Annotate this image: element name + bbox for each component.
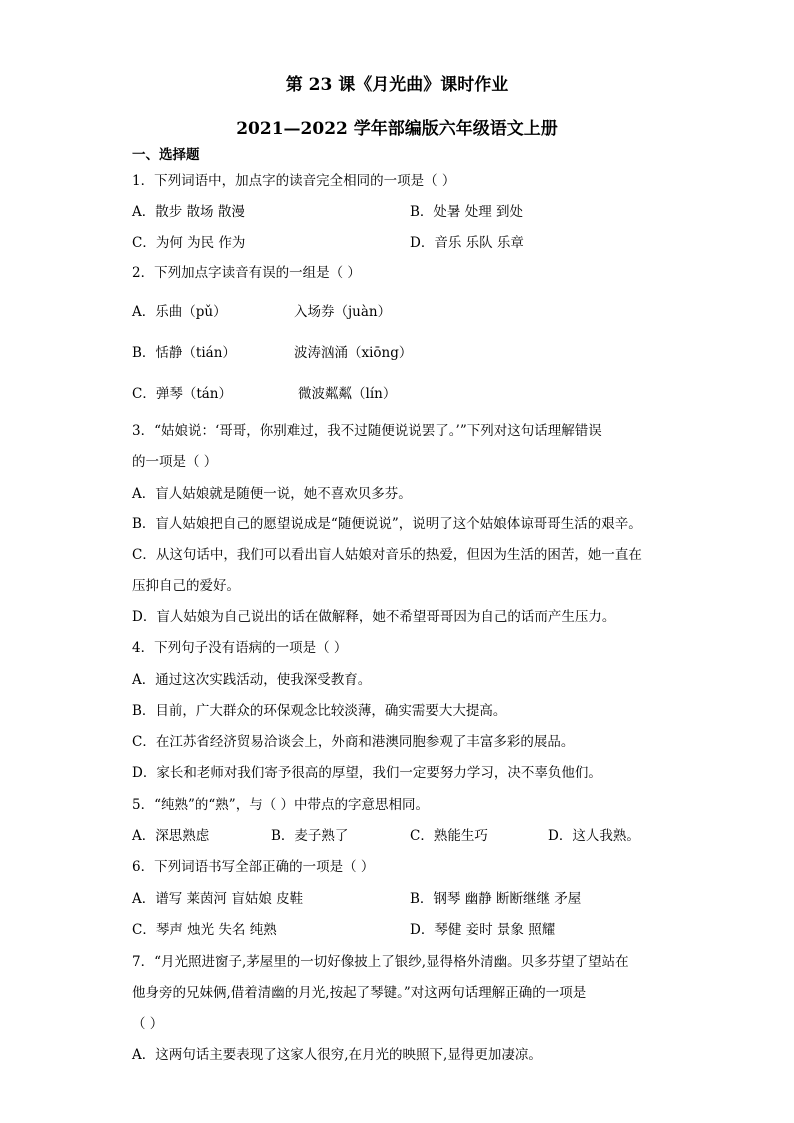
q6-stem: 6．下列词语书写全部正确的一项是（ ）	[132, 859, 375, 875]
q7-stem-line1: 7．“月光照进窗子,茅屋里的一切好像披上了银纱,显得格外清幽。贝多芬望了望站在	[132, 954, 629, 970]
q5-option-b: B．麦子熟了	[271, 828, 349, 844]
q2-option-c-1: C．弹琴（tán）	[132, 386, 232, 402]
q3-stem-line2: 的一项是（ ）	[132, 454, 218, 470]
page-title: 第 23 课《月光曲》课时作业	[285, 75, 509, 95]
q6-option-b: B．钢琴 幽静 断断继继 矛屋	[410, 891, 582, 907]
q2-option-b-1: B．恬静（tián）	[132, 345, 236, 361]
q3-stem-line1: 3．“姑娘说：‘哥哥，你别难过，我不过随便说说罢了。’”下列对这句话理解错误	[132, 423, 602, 439]
q4-option-c: C．在江苏省经济贸易洽谈会上，外商和港澳同胞参观了丰富多彩的展品。	[132, 734, 575, 750]
q3-option-b: B．盲人姑娘把自己的愿望说成是“随便说说”，说明了这个姑娘体谅哥哥生活的艰辛。	[132, 516, 642, 532]
q2-stem: 2．下列加点字读音有误的一组是（ ）	[132, 265, 361, 281]
q4-option-a: A．通过这次实践活动，使我深受教育。	[132, 672, 372, 688]
q5-option-a: A．深思熟虑	[132, 828, 210, 844]
q1-option-a: A．散步 散场 散漫	[132, 204, 245, 220]
section-heading: 一、选择题	[132, 147, 200, 163]
q3-option-d: D．盲人姑娘为自己说出的话在做解释，她不希望哥哥因为自己的话而产生压力。	[132, 609, 616, 625]
q2-option-b-2: 波涛汹涌（xiōng）	[294, 345, 413, 361]
q2-option-c-2: 微波粼粼（lín）	[298, 386, 397, 402]
q5-option-d: D．这人我熟。	[548, 828, 640, 844]
q3-option-c-line2: 压抑自己的爱好。	[132, 578, 240, 594]
q5-option-c: C．熟能生巧	[410, 828, 488, 844]
q6-option-a: A．谱写 莱茵河 盲姑娘 皮鞋	[132, 891, 304, 907]
q7-stem-line3: （ ）	[132, 1016, 164, 1032]
q4-option-d: D．家长和老师对我们寄予很高的厚望，我们一定要努力学习，决不辜负他们。	[132, 765, 602, 781]
q3-option-c-line1: C．从这句话中，我们可以看出盲人姑娘对音乐的热爱，但因为生活的困苦，她一直在	[132, 547, 642, 563]
q7-stem-line2: 他身旁的兄妹俩,借着清幽的月光,按起了琴键。”对这两句话理解正确的一项是	[132, 985, 587, 1001]
q3-option-a: A．盲人姑娘就是随便一说，她不喜欢贝多芬。	[132, 486, 412, 502]
q1-option-d: D．音乐 乐队 乐章	[410, 235, 524, 251]
q6-option-d: D．琴健 妾时 景象 照耀	[410, 922, 556, 938]
q1-option-c: C．为何 为民 作为	[132, 235, 246, 251]
q1-option-b: B．处暑 处理 到处	[410, 204, 524, 220]
q2-option-a-2: 入场券（juàn）	[294, 304, 392, 320]
page-subtitle: 2021—2022 学年部编版六年级语文上册	[236, 119, 558, 139]
q1-stem: 1．下列词语中，加点字的读音完全相同的一项是（ ）	[132, 173, 456, 189]
q5-stem: 5．“纯熟”的“熟”，与（ ）中带点的字意思相同。	[132, 797, 429, 813]
q7-option-a: A．这两句话主要表现了这家人很穷,在月光的映照下,显得更加凄凉。	[132, 1047, 542, 1063]
q2-option-a-1: A．乐曲（pǔ）	[132, 304, 227, 320]
q4-option-b: B．目前，广大群众的环保观念比较淡薄，确实需要大大提高。	[132, 703, 507, 719]
q6-option-c: C．琴声 烛光 失名 纯熟	[132, 922, 277, 938]
q4-stem: 4．下列句子没有语病的一项是（ ）	[132, 640, 348, 656]
